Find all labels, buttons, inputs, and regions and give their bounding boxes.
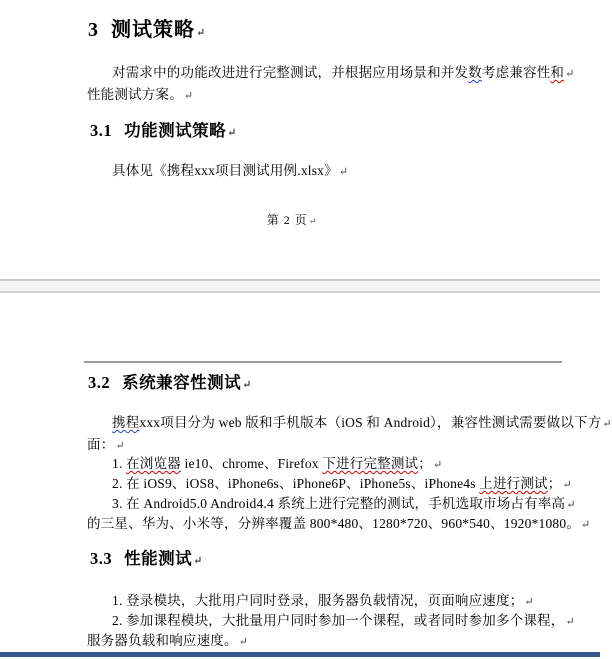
list-item-ios: 2. 在 iOS9、iOS8、iPhone6s、iPhone6P、iPhone5s、iPhone4s 上进行测试；↵ [112, 476, 572, 491]
paragraph-mark: ↵ [238, 636, 249, 648]
spellcheck-red-underline: 上进行测试 [479, 476, 548, 491]
para-strategy-line2: 性能测试方案。↵ [87, 87, 194, 102]
para-compat-intro-line2: 面：↵ [87, 437, 125, 452]
paragraph-mark: ↵ [338, 166, 349, 178]
spellcheck-red-underline: 在浏览器 [126, 456, 181, 471]
spellcheck-blue-underline: 数 [468, 65, 482, 80]
para-compat-intro-line1: 携程xxx项目分为 web 版和手机版本（iOS 和 Android），兼容性测试需要做以下方↵ [112, 415, 612, 430]
heading-3-2-title: 系统兼容性测试 [122, 373, 242, 392]
heading-3-3 [90, 545, 203, 569]
heading-3-title: 测试策略 [111, 19, 195, 41]
heading-3-2 [88, 369, 252, 393]
paragraph-mark: ↵ [196, 27, 207, 39]
heading-3-1-number: 3.1 [90, 121, 113, 140]
heading-3-3-title: 性能测试 [124, 549, 193, 568]
paragraph-mark: ↵ [524, 596, 534, 608]
list-item-android-line2: 的三星、华为、小米等，分辨率覆盖 800*480、1280*720、960*540、1920*1080。↵ [87, 516, 591, 531]
page-footer [0, 211, 584, 228]
paragraph-mark: ↵ [565, 68, 575, 80]
paragraph-mark: ↵ [565, 616, 575, 628]
paragraph-mark: ↵ [432, 459, 443, 471]
list-item-login: 1. 登录模块，大批用户同时登录，服务器负载情况，页面响应速度；↵ [112, 593, 534, 608]
paragraph-mark: ↵ [115, 440, 125, 452]
paragraph-mark: ↵ [242, 379, 252, 391]
paragraph-mark: ↵ [602, 418, 612, 430]
paragraph-mark: ↵ [566, 499, 576, 511]
list-item-android-line1: 3. 在 Android5.0 Android4.4 系统上进行完整的测试，手机选取市场占有率高↵ [112, 496, 576, 511]
paragraph-mark: ↵ [308, 216, 318, 226]
list-item-course-line2: 服务器负载和响应速度。↵ [87, 633, 249, 648]
para-strategy-line1: 对需求中的功能改进进行完整测试，并根据应用场景和并发数考虑兼容性和↵ [112, 65, 575, 80]
paragraph-mark: ↵ [227, 127, 237, 139]
spellcheck-blue-underline: 携程 [112, 415, 140, 430]
heading-3-1-title: 功能测试策略 [124, 121, 227, 140]
spellcheck-red-underline: 下进行完整测试 [322, 456, 419, 471]
paragraph-mark: ↵ [581, 519, 591, 531]
list-item-course-line1: 2. 参加课程模块，大批量用户同时参加一个课程，或者同时参加多个课程，↵ [112, 613, 575, 628]
heading-3 [88, 13, 206, 42]
heading-3-2-number: 3.2 [88, 373, 111, 392]
paragraph-mark: ↵ [183, 90, 194, 102]
heading-3-1 [90, 117, 237, 141]
page-break-gap [0, 279, 600, 293]
paragraph-mark: ↵ [562, 479, 572, 491]
heading-3-3-number: 3.3 [90, 549, 113, 568]
heading-3-number: 3 [88, 19, 99, 41]
paragraph-mark: ↵ [193, 555, 203, 567]
spellcheck-red-underline: 和 [550, 65, 565, 80]
header-rule [84, 361, 562, 363]
list-item-browsers: 1. 在浏览器 ie10、chrome、Firefox 下进行完整测试；↵ [112, 456, 443, 471]
para-see-testcases: 具体见《携程xxx项目测试用例.xlsx》↵ [112, 163, 349, 178]
bottom-window-bar [0, 652, 600, 657]
page-number-text: 第 2 页 [266, 213, 308, 227]
